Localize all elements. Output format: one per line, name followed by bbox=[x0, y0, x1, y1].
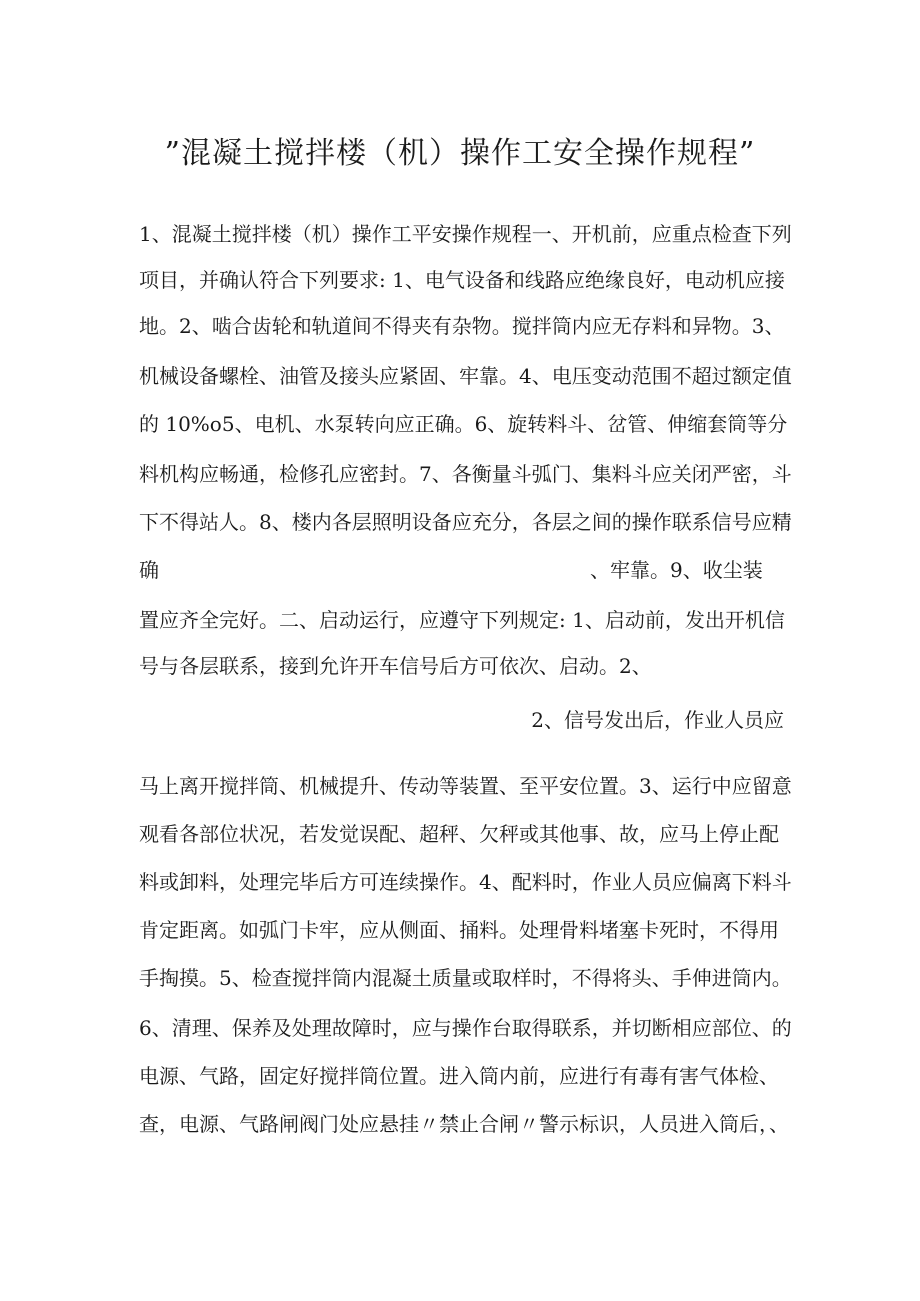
split-line-left: 确 bbox=[139, 558, 159, 582]
paragraph-line: 电源、气路，固定好搅拌筒位置。进入筒内前，应进行有毒有害气体检、 bbox=[139, 1064, 779, 1088]
paragraph-line: 料机构应畅通，检修孔应密封。7、各衡量斗弧门、集料斗应关闭严密，斗 bbox=[139, 462, 792, 486]
split-line-right: 、牢靠。9、收尘装 bbox=[590, 558, 763, 582]
right-aligned-line: 2、信号发出后，作业人员应 bbox=[531, 708, 784, 732]
paragraph-line: 马上离开搅拌筒、机械提升、传动等装置、至平安位置。3、运行中应留意 bbox=[139, 774, 792, 798]
paragraph-line: 料或卸料，处理完毕后方可连续操作。4、配料时，作业人员应偏离下料斗 bbox=[139, 870, 792, 894]
paragraph-line: 观看各部位状况，若发觉误配、超秤、欠秤或其他事、故，应马上停止配 bbox=[139, 822, 779, 846]
document-title: ”混凝土搅拌楼（机）操作工安全操作规程” bbox=[164, 136, 756, 171]
paragraph-line: 机械设备螺栓、油管及接头应紧固、牢靠。4、电压变动范围不超过额定值 bbox=[139, 364, 792, 388]
paragraph-line: 项目，并确认符合下列要求: 1、电气设备和线路应绝缘良好，电动机应接 bbox=[139, 268, 785, 292]
paragraph-line: 下不得站人。8、楼内各层照明设备应充分，各层之间的操作联系信号应精 bbox=[139, 510, 792, 534]
paragraph-line: 1、混凝土搅拌楼（机）操作工平安操作规程一、开机前，应重点检查下列 bbox=[139, 222, 792, 246]
paragraph-line: 的 10%o5、电机、水泵转向应正确。6、旋转料斗、岔管、伸缩套筒等分 bbox=[139, 412, 788, 436]
paragraph-line: 肯定距离。如弧门卡牢，应从侧面、捅料。处理骨料堵塞卡死时，不得用 bbox=[139, 918, 779, 942]
paragraph-line: 查，电源、气路闸阀门处应悬挂〃禁止合闸〃警示标识，人员进入筒后，、 bbox=[139, 1112, 789, 1136]
paragraph-line: 6、清理、保养及处理故障时，应与操作台取得联系，并切断相应部位、的 bbox=[139, 1016, 792, 1040]
paragraph-line: 号与各层联系，接到允许开车信号后方可依次、启动。2、 bbox=[139, 654, 652, 678]
paragraph-line: 地。2、啮合齿轮和轨道间不得夹有杂物。搅拌筒内应无存料和异物。3、 bbox=[139, 314, 785, 338]
paragraph-line: 手掏摸。5、检查搅拌筒内混凝土质量或取样时，不得将头、手伸进筒内。 bbox=[139, 966, 792, 990]
paragraph-line: 置应齐全完好。二、启动运行，应遵守下列规定: 1、启动前，发出开机信 bbox=[139, 608, 785, 632]
